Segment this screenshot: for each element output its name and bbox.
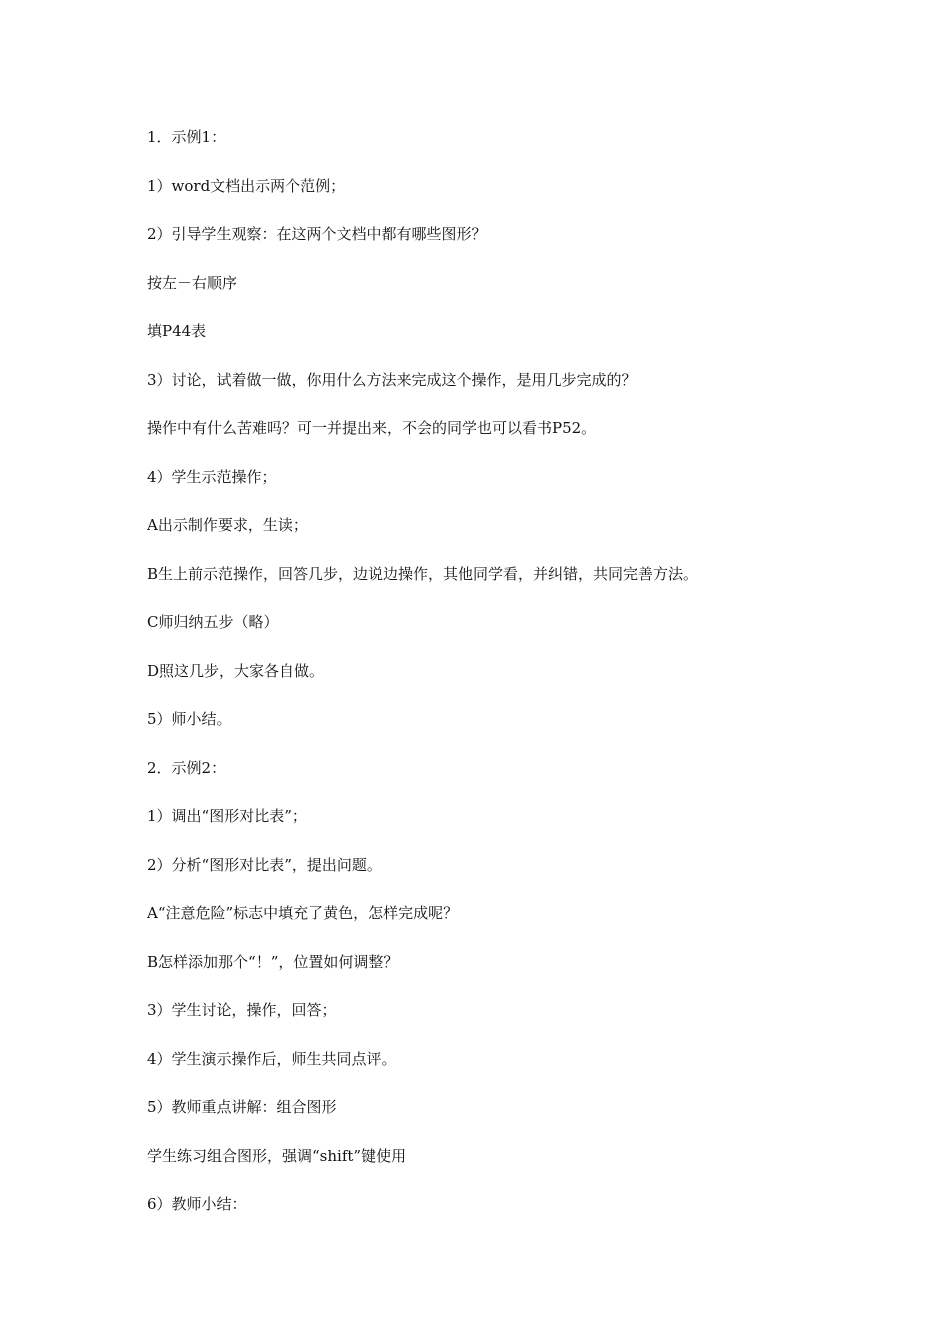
paragraph: D照这几步，大家各自做。 bbox=[147, 661, 325, 680]
document-body bbox=[147, 126, 907, 1242]
paragraph-example1-heading: 1．示例1： bbox=[147, 128, 227, 146]
paragraph: B生上前示范操作，回答几步，边说边操作，其他同学看，并纠错，共同完善方法。 bbox=[147, 564, 699, 583]
paragraph: 3）讨论，试着做一做，你用什么方法来完成这个操作，是用几步完成的？ bbox=[147, 370, 637, 389]
paragraph: A“注意危险”标志中填充了黄色，怎样完成呢？ bbox=[147, 904, 459, 922]
paragraph: 1）调出“图形对比表”； bbox=[147, 807, 307, 825]
paragraph: 5）教师重点讲解：组合图形 bbox=[147, 1098, 337, 1116]
paragraph: 按左－右顺序 bbox=[147, 273, 238, 292]
paragraph-example2-heading: 2．示例2： bbox=[147, 758, 227, 777]
paragraph: 填P44表 bbox=[147, 322, 207, 340]
paragraph: 操作中有什么苦难吗？可一并提出来，不会的同学也可以看书P52。 bbox=[147, 419, 597, 437]
paragraph: A出示制作要求，生读； bbox=[147, 516, 308, 534]
paragraph: C师归纳五步（略） bbox=[147, 613, 279, 631]
paragraph: 2）分析“图形对比表”，提出问题。 bbox=[147, 855, 382, 874]
paragraph: 4）学生演示操作后，师生共同点评。 bbox=[147, 1049, 397, 1068]
paragraph: 学生练习组合图形，强调“shift”键使用 bbox=[147, 1146, 407, 1165]
paragraph: 4）学生示范操作； bbox=[147, 467, 277, 486]
paragraph: 2）引导学生观察：在这两个文档中都有哪些图形？ bbox=[147, 225, 487, 243]
paragraph: 5）师小结。 bbox=[147, 710, 232, 728]
paragraph: 1）word文档出示两个范例； bbox=[147, 176, 346, 195]
paragraph: B怎样添加那个“！”，位置如何调整？ bbox=[147, 952, 399, 971]
paragraph: 3）学生讨论，操作，回答； bbox=[147, 1001, 337, 1019]
paragraph: 6）教师小结： bbox=[147, 1195, 247, 1213]
